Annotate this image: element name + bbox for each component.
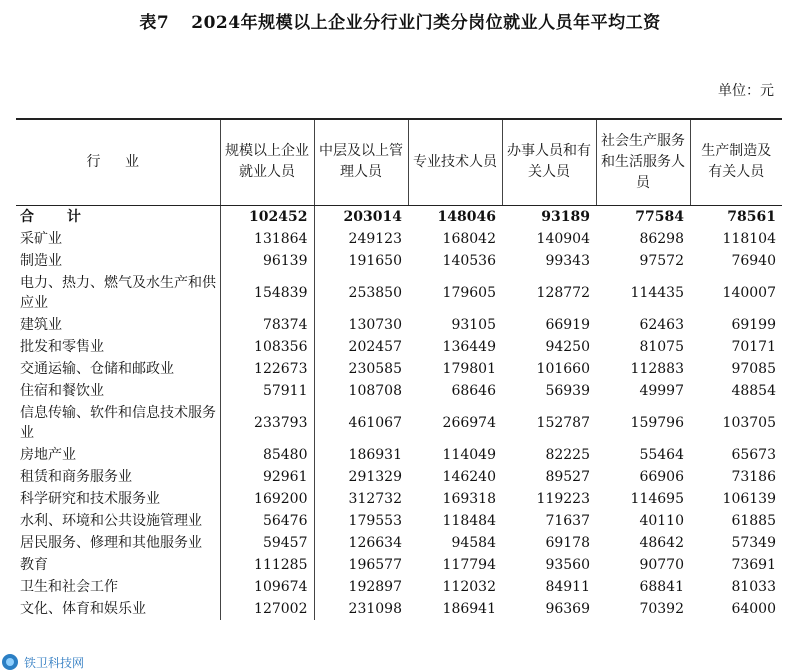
wage-value: 109674 — [220, 576, 314, 598]
wage-value: 108708 — [348, 382, 402, 399]
table-row — [16, 336, 782, 358]
wage-value: 266974 — [442, 414, 496, 431]
wage-value: 148046 — [437, 208, 496, 225]
wage-value: 73186 — [731, 468, 776, 485]
table-title — [0, 8, 800, 33]
wage-value: 93105 — [451, 316, 496, 333]
wage-value: 81075 — [639, 338, 684, 355]
table-row — [16, 466, 782, 488]
industry-name: 批发和零售业 — [20, 338, 104, 355]
wage-value: 230585 — [348, 360, 402, 377]
wage-value: 179801 — [442, 360, 496, 377]
wage-value: 48642 — [639, 534, 684, 551]
wage-value: 126634 — [348, 534, 402, 551]
wage-value: 82225 — [545, 446, 590, 463]
wage-value: 78374 — [220, 314, 314, 336]
header-managers: 中层及以上管理人员 — [314, 119, 408, 205]
wage-value: 152787 — [536, 414, 590, 431]
wage-value: 76940 — [731, 252, 776, 269]
wage-value: 66919 — [545, 316, 590, 333]
wage-value: 203014 — [343, 208, 402, 225]
wage-value: 93189 — [541, 208, 590, 225]
wage-value: 140007 — [722, 284, 776, 301]
wage-value: 169318 — [442, 490, 496, 507]
wage-value: 57349 — [731, 534, 776, 551]
wage-value: 168042 — [442, 230, 496, 247]
industry-name: 采矿业 — [20, 230, 62, 247]
wage-value: 231098 — [348, 600, 402, 617]
industry-name: 居民服务、修理和其他服务业 — [20, 534, 202, 551]
table-row — [16, 402, 782, 444]
wage-value: 119223 — [536, 490, 590, 507]
wage-value: 122673 — [220, 358, 314, 380]
header-production: 生产制造及有关人员 — [690, 119, 782, 205]
wage-value: 114049 — [442, 446, 496, 463]
wage-value: 69178 — [545, 534, 590, 551]
industry-name: 信息传输、软件和信息技术服务业 — [20, 404, 216, 441]
wage-value: 102452 — [220, 205, 314, 228]
wage-value: 128772 — [536, 284, 590, 301]
wage-table — [16, 118, 782, 620]
wage-value: 159796 — [630, 414, 684, 431]
industry-name: 租赁和商务服务业 — [20, 468, 132, 485]
table-row — [16, 250, 782, 272]
wage-value: 312732 — [348, 490, 402, 507]
industry-name: 房地产业 — [20, 446, 76, 463]
wage-value: 68646 — [451, 382, 496, 399]
wage-value: 48854 — [731, 382, 776, 399]
table-row — [16, 532, 782, 554]
watermark-text: 铁卫科技网 — [21, 654, 87, 671]
wage-value: 461067 — [348, 414, 402, 431]
wage-value: 65673 — [731, 446, 776, 463]
industry-name: 教育 — [20, 556, 48, 573]
wage-value: 49997 — [639, 382, 684, 399]
wage-value: 130730 — [348, 316, 402, 333]
industry-name: 科学研究和技术服务业 — [20, 490, 160, 507]
wage-value: 97085 — [731, 360, 776, 377]
wage-value: 73691 — [731, 556, 776, 573]
wage-value: 103705 — [722, 414, 776, 431]
table-title-text: 2024年规模以上企业分行业门类分岗位就业人员年平均工资 — [191, 13, 661, 33]
wage-value: 196577 — [348, 556, 402, 573]
wage-value: 55464 — [639, 446, 684, 463]
wage-value: 112883 — [630, 360, 684, 377]
wage-value: 136449 — [442, 338, 496, 355]
wage-value: 112032 — [442, 578, 496, 595]
table-row — [16, 444, 782, 466]
wage-value: 291329 — [348, 468, 402, 485]
wage-value: 118484 — [442, 512, 496, 529]
wage-value: 93560 — [545, 556, 590, 573]
table-row — [16, 510, 782, 532]
wage-value: 202457 — [348, 338, 402, 355]
wage-value: 94250 — [545, 338, 590, 355]
wage-value: 179553 — [348, 512, 402, 529]
wage-value: 96369 — [545, 600, 590, 617]
wage-value: 179605 — [442, 284, 496, 301]
table-number: 表7 — [139, 13, 170, 33]
wage-value: 64000 — [731, 600, 776, 617]
wage-value: 154839 — [220, 272, 314, 314]
table-row — [16, 554, 782, 576]
wage-value: 108356 — [220, 336, 314, 358]
wage-value: 90770 — [639, 556, 684, 573]
wage-value: 81033 — [731, 578, 776, 595]
wage-value: 71637 — [545, 512, 590, 529]
wage-value: 127002 — [220, 598, 314, 620]
wage-value: 253850 — [348, 284, 402, 301]
wage-value: 68841 — [639, 578, 684, 595]
wage-value: 186941 — [442, 600, 496, 617]
wage-value: 114695 — [630, 490, 684, 507]
table-row — [16, 228, 782, 250]
unit-label: 单位：元 — [718, 83, 774, 99]
wage-value: 69199 — [731, 316, 776, 333]
wage-value: 70392 — [639, 600, 684, 617]
wage-value: 186931 — [348, 446, 402, 463]
wage-value: 114435 — [630, 284, 684, 301]
table-row — [16, 358, 782, 380]
wage-value: 96139 — [220, 250, 314, 272]
wage-value: 140536 — [442, 252, 496, 269]
wage-value: 140904 — [536, 230, 590, 247]
industry-name: 电力、热力、燃气及水生产和供应业 — [20, 274, 216, 311]
header-all-employees: 规模以上企业就业人员 — [220, 119, 314, 205]
industry-name: 水利、环境和公共设施管理业 — [20, 512, 202, 529]
industry-name: 建筑业 — [20, 316, 62, 333]
wage-value: 85480 — [220, 444, 314, 466]
wage-value: 169200 — [220, 488, 314, 510]
wage-value: 89527 — [545, 468, 590, 485]
wage-value: 192897 — [348, 578, 402, 595]
wage-value: 106139 — [722, 490, 776, 507]
industry-name: 交通运输、仓储和邮政业 — [20, 360, 174, 377]
industry-name: 住宿和餐饮业 — [20, 382, 104, 399]
table-row — [16, 488, 782, 510]
watermark — [2, 652, 87, 672]
wage-value: 233793 — [220, 402, 314, 444]
wage-value: 118104 — [722, 230, 776, 247]
wage-value: 249123 — [348, 230, 402, 247]
header-technical: 专业技术人员 — [408, 119, 502, 205]
watermark-logo-icon — [2, 654, 18, 670]
wage-value: 84911 — [545, 578, 590, 595]
total-row — [16, 205, 782, 228]
wage-value: 191650 — [348, 252, 402, 269]
wage-value: 86298 — [639, 230, 684, 247]
wage-value: 101660 — [536, 360, 590, 377]
wage-value: 117794 — [442, 556, 496, 573]
wage-value: 56476 — [220, 510, 314, 532]
wage-value: 94584 — [451, 534, 496, 551]
table-row — [16, 314, 782, 336]
industry-name: 合 计 — [20, 208, 95, 225]
wage-value: 70171 — [731, 338, 776, 355]
table-row — [16, 598, 782, 620]
wage-value: 99343 — [545, 252, 590, 269]
table-body — [16, 205, 782, 620]
wage-value: 61885 — [731, 512, 776, 529]
wage-value: 59457 — [220, 532, 314, 554]
wage-value: 66906 — [639, 468, 684, 485]
table-row — [16, 380, 782, 402]
wage-value: 56939 — [545, 382, 590, 399]
wage-value: 57911 — [220, 380, 314, 402]
wage-value: 97572 — [639, 252, 684, 269]
header-industry: 行 业 — [16, 119, 220, 205]
table-row — [16, 272, 782, 314]
wage-value: 40110 — [639, 512, 684, 529]
wage-value: 78561 — [727, 208, 776, 225]
industry-name: 文化、体育和娱乐业 — [20, 600, 146, 617]
wage-value: 111285 — [220, 554, 314, 576]
wage-value: 62463 — [639, 316, 684, 333]
industry-name: 制造业 — [20, 252, 62, 269]
wage-value: 146240 — [442, 468, 496, 485]
header-service: 社会生产服务和生活服务人员 — [596, 119, 690, 205]
wage-value: 92961 — [220, 466, 314, 488]
industry-name: 卫生和社会工作 — [20, 578, 118, 595]
header-clerical: 办事人员和有关人员 — [502, 119, 596, 205]
table-row — [16, 576, 782, 598]
wage-value: 131864 — [220, 228, 314, 250]
wage-value: 77584 — [635, 208, 684, 225]
